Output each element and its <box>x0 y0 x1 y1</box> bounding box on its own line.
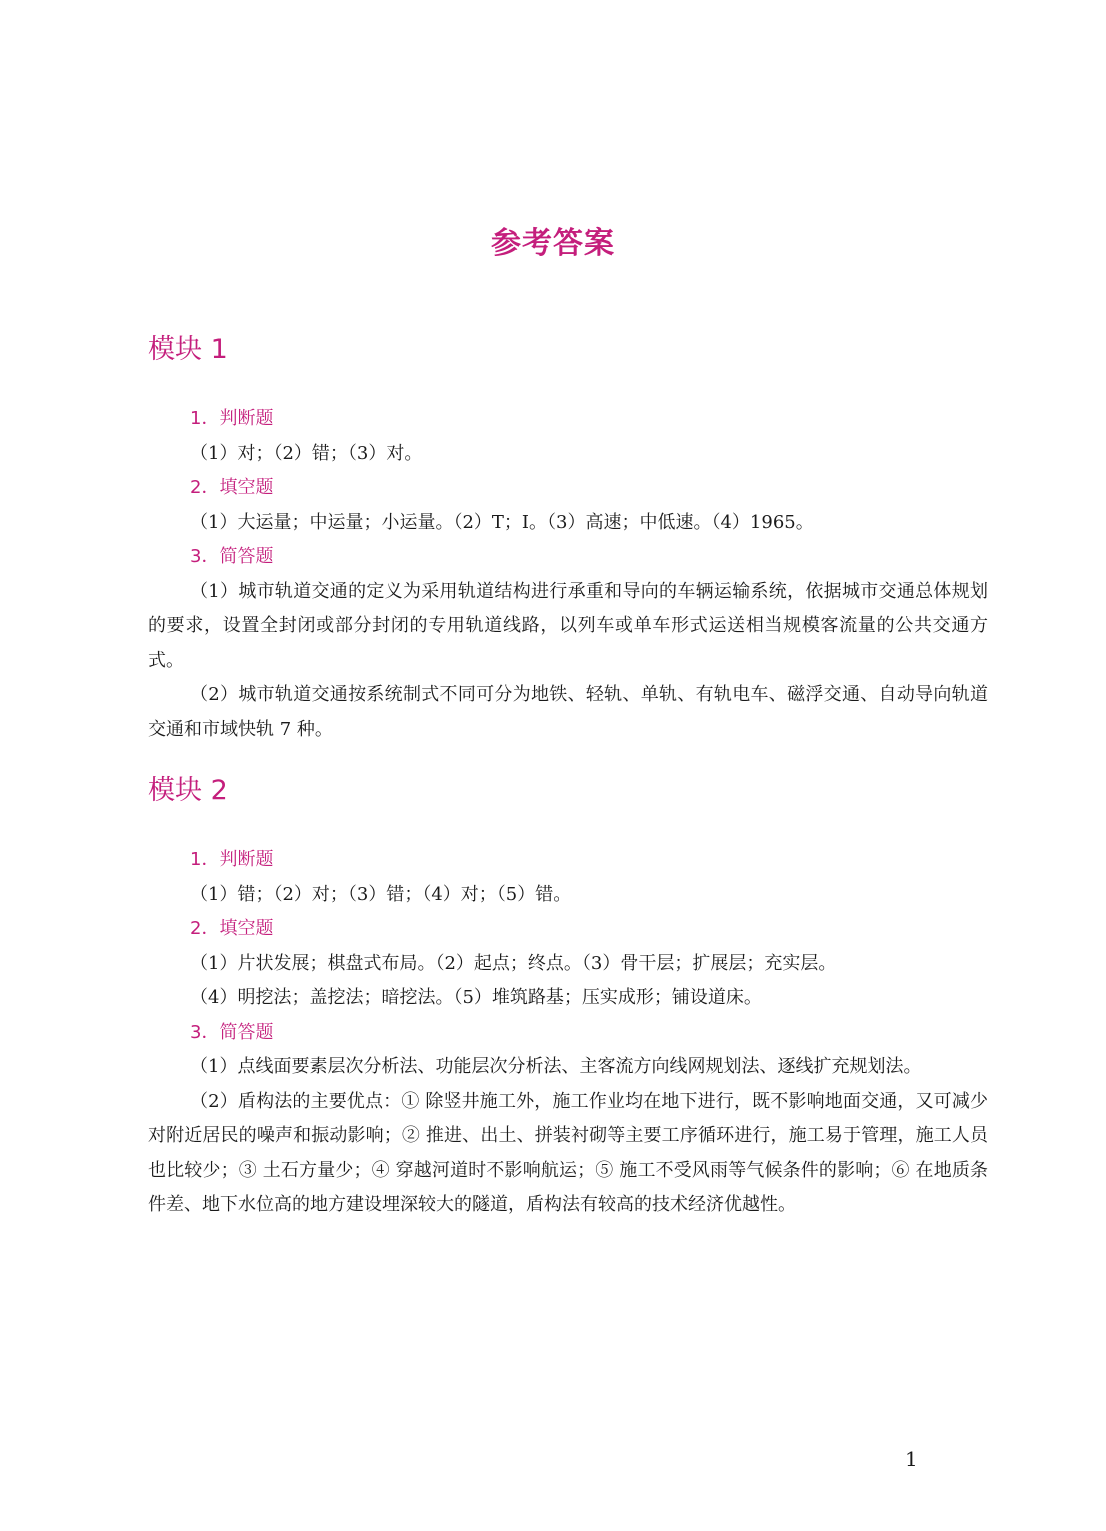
short-answer-section-heading: 3．简答题 <box>190 1021 274 1043</box>
module-2 <box>148 769 988 1223</box>
short-answer-paragraph: （2）城市轨道交通按系统制式不同可分为地铁、轻轨、单轨、有轨电车、磁浮交通、自动导向轨道交通和市域快轨 7 种。 <box>148 684 988 740</box>
page-number: 1 <box>905 1447 918 1471</box>
short-answer-section-heading: 3．简答题 <box>190 546 274 567</box>
answer-content <box>148 328 988 1223</box>
short-answer-paragraph: （1）点线面要素层次分析法、功能层次分析法、主客流方向线网规划法、逐线扩充规划法。 <box>190 1056 922 1077</box>
judge-answer: （1）错；（2）对；（3）错；（4）对；（5）错。 <box>190 883 572 905</box>
page-title: 参考答案 <box>491 226 615 261</box>
judge-section-heading: 1．判断题 <box>190 408 274 429</box>
fill-answer: （4）明挖法；盖挖法；暗挖法。（5）堆筑路基；压实成形；铺设道床。 <box>190 987 762 1008</box>
module-1 <box>148 328 988 747</box>
fill-section-heading: 2．填空题 <box>190 918 274 939</box>
short-answer-paragraph: （2）盾构法的主要优点：① 除竖井施工外，施工作业均在地下进行，既不影响地面交通，又可减少对附近居民的噪声和振动影响；② 推进、出土、拼装衬砌等主要工序循环进行，施工易于管理，施工人员也比较少；③ 土石方量少；④ 穿越河道时不影响航运；⑤ 施工不受风雨等气候条件的影响；⑥ 在地质条件差、地下水位高的地方建设埋深较大的隧道，盾构法有较高的技术经济优越性。 <box>148 1090 988 1215</box>
judge-answer: （1）对；（2）错；（3）对。 <box>190 442 423 464</box>
module-title: 模块 1 <box>148 334 228 365</box>
judge-section-heading: 1．判断题 <box>190 849 274 870</box>
module-title: 模块 2 <box>148 775 228 806</box>
fill-answer: （1）片状发展；棋盘式布局。（2）起点；终点。（3）骨干层；扩展层；充实层。 <box>190 952 837 974</box>
fill-answer: （1）大运量；中运量；小运量。（2）T；I。（3）高速；中低速。（4）1965。 <box>190 511 814 533</box>
short-answer-paragraph: （1）城市轨道交通的定义为采用轨道结构进行承重和导向的车辆运输系统，依据城市交通总体规划的要求，设置全封闭或部分封闭的专用轨道线路，以列车或单车形式运送相当规模客流量的公共交通方式。 <box>148 580 988 671</box>
fill-section-heading: 2．填空题 <box>190 477 274 498</box>
